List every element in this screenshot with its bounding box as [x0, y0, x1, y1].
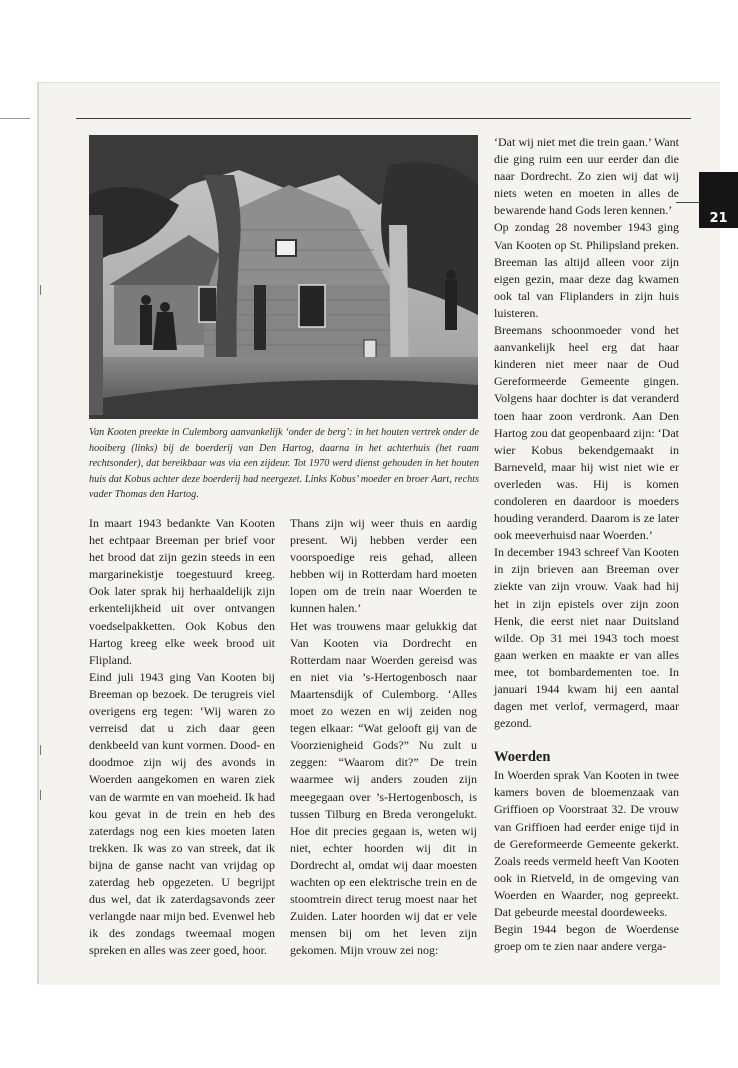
paragraph: Breemans schoonmoeder vond het aanvankelijk heel erg dat haar kinderen niet meer naar de Oud Gereformeerde Gemeente gingen. Volgens haar dochter is dat veranderd toen haar zoon verdronk. Aan Den Hartog zou dat geopenbaard zijn: ‘Dat wier Kobus bekendgemaakt in Barneveld, maar hij wist niet wie er overleden was. Hij is komen condoleren en daardoor is moeders houding veranderd. Daarom is ze later ook meeverhuisd naar Woerden.’ — [494, 323, 679, 543]
paragraph: Op zondag 28 november 1943 ging Van Kooten op St. Philipsland preken. Breeman las altijd alleen voor zijn eigen gezin, maar deze dag kwamen ook tal van Fliplanders in zijn huis luisteren. — [494, 220, 679, 320]
text-column-3 — [494, 134, 679, 955]
text-column-1 — [89, 515, 275, 959]
paragraph: In Woerden sprak Van Kooten in twee kamers boven de bloemenzaak van Griffioen op Voorstraat 32. De vrouw van Griffioen had eerder enige tijd in de Gereformeerde Gemeente gekerkt. Zoals reeds vermeld heeft Van Kooten ook in Rietveld, in de omgeving van Woerden en Waarder, nog gepreekt. Dat gebeurde meestal doordeweeks. — [494, 768, 679, 920]
page-number: 21 — [709, 211, 728, 226]
margin-mark — [40, 790, 41, 800]
farmhouse-illustration — [89, 135, 478, 419]
page-edge — [37, 82, 39, 984]
farmhouse-photo — [89, 135, 478, 419]
paragraph: Eind juli 1943 ging Van Kooten bij Breeman op bezoek. De terugreis viel overigens erg tegen: ‘Wij waren zo verreisd dat u zich daar geen denkbeeld van kunt vormen. Dood- en doodmoe zijn wij des avonds in Woerden aangekomen en waren ziek van de warmte en van moeheid. Ik had kou gevat in de trein en heb des zaterdags nog een kies moeten laten trekken. Ik was zo van streek, dat ik bijna de ganse nacht van vrijdag op zaterdag heb opgezeten. U begrijpt dus wel, dat ik zaterdagsavonds zeer verlangde naar mijn bed. Evenwel heb ik des zondags tweemaal mogen spreken en alles was zeer goed, hoor. — [89, 669, 275, 958]
margin-mark — [40, 285, 41, 295]
margin-mark — [40, 745, 41, 755]
paragraph: In december 1943 schreef Van Kooten in zijn brieven aan Breeman over ziekte van zijn vrouw. Vaak had hij het in zijn epistels over zijn zoon Henk, die eerst niet naar Duitsland wilde. Op 31 mei 1943 toch moest gaan werken en maakte er van alles mee, tot bombardementen toe. In januari 1944 kwam hij een aantal dagen met verlof, vermagerd, maar gezond. — [494, 545, 679, 731]
paragraph: ‘Dat wij niet met die trein gaan.’ Want die ging ruim een uur eerder dan die naar Dordrecht. Zo zien wij dat wij niets weten en moeten in alles de bewarende hand Gods leren kennen.’ — [494, 135, 679, 218]
paragraph: Begin 1944 begon de Woerdense groep om te zien naar andere verga- — [494, 922, 679, 954]
paragraph: Het was trouwens maar gelukkig dat Van Kooten via Dordrecht en Rotterdam naar Woerden gereisd was en niet via ’s-Hertogenbosch naar Maartensdijk of Culemborg. ‘Alles moet zo wezen en wij zeiden nog tegen elkaar: “Wat gelooft gij van de Voorzienigheid Gods?” Nu zult u zeggen: “Waarom dit?” De trein waarmee wij anders zouden zijn meegegaan over ’s-Hertogenbosch, is tussen Tilburg en Breda verongelukt. Hoe dit precies gegaan is, weten wij niet, echter hoorden wij dit in Dordrecht al, omdat wij daar moesten wachten op een elektrische trein en de stoomtrein direct terug moest naar het Zuiden. Later hoorden wij dat er vele mensen bij om het leven zijn gekomen. Mijn vrouw zei nog: — [290, 618, 477, 958]
text-column-2 — [290, 515, 477, 959]
paragraph: Thans zijn wij weer thuis en aardig present. Wij hebben verder een voorspoedige reis gehad, alleen hebben wij in Rotterdam hard moeten lopen om de trein naar Woerden te kunnen halen.’ — [290, 516, 477, 616]
photo-caption: Van Kooten preekte in Culemborg aanvankelijk ‘onder de berg’: in het houten vertrek onder de hooiberg (links) bij de boerderij van Den Hartog, daarna in het achterhuis (het raam rechtsonder), dat bereikbaar was via een zijdeur. Tot 1970 werd dienst gehouden in het houten huis dat Kobus achter deze boerderij had neergezet. Links Kobus’ moeder en broer Aart, rechts vader Thomas den Hartog. — [89, 427, 479, 501]
margin-rule — [0, 118, 30, 119]
header-rule — [76, 118, 691, 119]
paragraph: In maart 1943 bedankte Van Kooten het echtpaar Breeman per brief voor het brood dat zijn gezin steeds in een margarinekistje toegestuurd kreeg. Ook later sprak hij herhaaldelijk zijn erkentelijkheid uit over ontvangen voedselpakketten. Ook Kobus den Hartog kreeg elke week brood uit Flipland. — [89, 516, 275, 667]
section-heading: Woerden — [494, 749, 551, 766]
